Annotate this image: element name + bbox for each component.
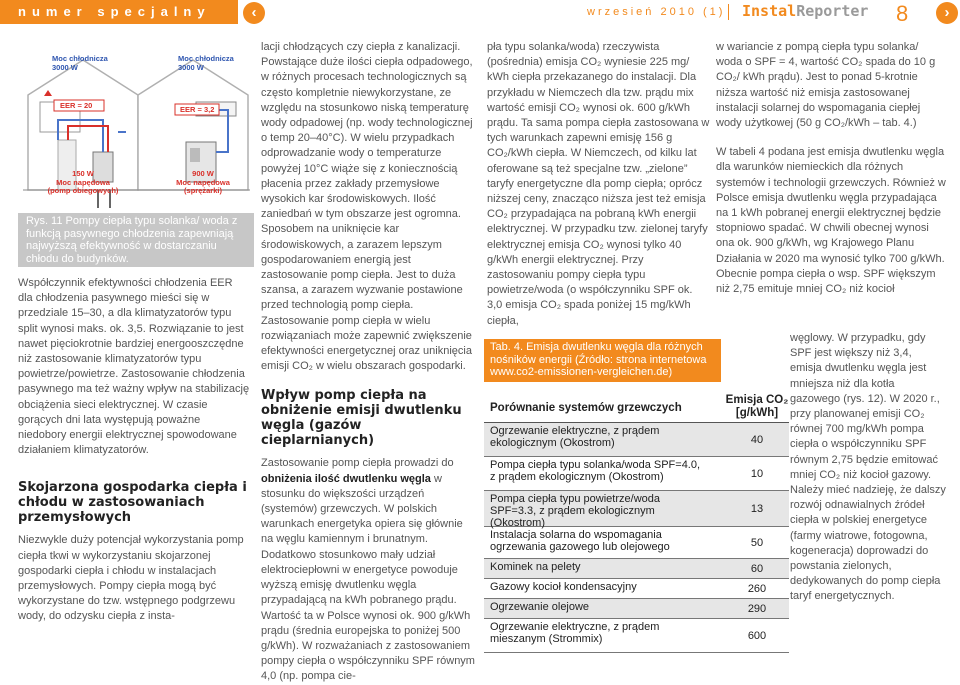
col2-paragraph-2: Zastosowanie pomp ciepła prowadzi do obniżenia ilość dwutlenku węgla w stosunku do większości urządzeń (systemów) grzewczych. W polskich warunkach energetyka opiera się głównie na węglu kamiennym i brunatnym. Dodatkowo stosunkowo mały udział elektrociepłowni w energetyce powoduje wyższą emisję dwutlenku węgla przypadającą na kWh pobranego prądu. Wartość ta w Polsce wynosi ok. 900 g/kWh prądu (średnia europejska to poniżej 500 g/kWh). W rozważaniach z zastosowaniem pompy ciepła o współczynniku SPF równym 4,0 (np. pompa cie- bbox=[261, 457, 475, 683]
col4-paragraph-3: węglowy. W przypadku, gdy SPF jest większy niż 3,4, emisja dwutlenku węgla jest mniejsza niż dla kotła gazowego (rys. 12). W 2020 r., przy planowanej emisji CO₂ równej 700 mg/kWh pompa ciepła o współczynniku SPF równym 2,75 będzie emitować mniej CO₂ niż kocioł gazowy. Należy mieć nadzieję, że dalszy rozwój odnawialnych źródeł ciepła w polskiej energetyce (farmy wiatrowe, fotogowna, kogeneracja) doprowadzi do powstania zielonych, dedykowanych do pomp ciepła taryf energetycznych. bbox=[790, 332, 946, 603]
left-power-label: 150 W Moc napędowa (pomp obiegowych) bbox=[47, 169, 119, 195]
page-number: 8 bbox=[896, 1, 909, 26]
issue-date: wrzesień 2010 (1) bbox=[587, 6, 726, 18]
table-cell-emission: 13 bbox=[750, 502, 764, 515]
table-cell-system: Ogrzewanie elektryczne, z prądem mieszanym (Strommix) bbox=[490, 621, 660, 645]
table-row bbox=[484, 491, 789, 527]
table-cell-emission: 10 bbox=[750, 467, 764, 480]
right-power-label: 900 W Moc napędowa (sprężarki) bbox=[176, 169, 230, 195]
table-header-row bbox=[484, 387, 789, 423]
right-eer: EER = 3,2 bbox=[180, 105, 215, 114]
table-cell-emission: 260 bbox=[747, 582, 767, 595]
col3-paragraph-1: pła typu solanka/woda) rzeczywista (pośrednia) emisja CO₂ wyniesie 225 mg/ kWh ciepła przekazanego do instalacji. Dla przykładu w Niemczech dla tzw. prądu mix wartość emisji CO₂ wynosi ok. 600 g/kWh prądu. Ta sama pompa ciepła zastosowana w tych warunkach zapewni emisję 156 g CO₂/kWh ciepła. W Niemczech, od kilku lat oferowane są też specjalne tzw. „zielone” taryfy energetyczne dla pomp ciepła; oprócz niższej ceny, znacząco niższa jest też emisja CO₂ przypadająca na pobraną kWh energii elektrycznej. W przypadku tzw. zielonej taryfy elektrycznej emisja CO₂ wynosi tylko 40 g/kWh energii elektrycznej. Przy zastosowaniu pompy ciepła typu powietrze/woda (o współczynniku SPF ok. 3,0 emisja CO₂ spada poniżej 15 mg/kWh ciepła, bbox=[487, 41, 710, 327]
section-title: numer specjalny bbox=[18, 4, 211, 19]
cooling-comparison-figure bbox=[18, 40, 254, 210]
table-caption: Tab. 4. Emisja dwutlenku węgla dla różnych nośników energii (Źródło: strona internetowa www.co2-emissionen-vergleichen.de) bbox=[484, 339, 721, 382]
emission-table bbox=[484, 387, 789, 653]
prev-page-button[interactable]: ‹ bbox=[243, 2, 265, 24]
column-4-continued bbox=[790, 331, 946, 605]
table-cell-emission: 40 bbox=[750, 433, 764, 446]
table-cell-system: Ogrzewanie olejowe bbox=[490, 601, 590, 613]
right-cooling-label: Moc chłodnicza 3000 W bbox=[178, 54, 234, 72]
column-1 bbox=[18, 276, 250, 625]
table-cell-emission: 60 bbox=[750, 562, 764, 575]
table-cell-system: Pompa ciepła typu solanka/woda SPF=4.0, z prądem ekologicznym (Okostrom) bbox=[490, 459, 701, 483]
table-cell-system: Ogrzewanie elektryczne, z prądem ekologicznym (Okostrom) bbox=[490, 425, 660, 449]
col1-paragraph-1: Współczynnik efektywności chłodzenia EER dla chłodzenia pasywnego mieści się w przedziale 15–30, a dla klimatyzatorów typu split wynosi maks. ok. 3,5. Rozwiązanie to jest nawet pięciokrotnie bardziej energooszczędne niż zastosowanie klimatyzatorów typu powietrze/powietrze. Zastosowanie chłodzenia pasywnego ma też ważny wpływ na stabilizację obciążenia sieci elektrycznej. W czasie gorących dni lata występują poważne niedobory energii elektrycznej spowodowane działaniem klimatyzatorów. bbox=[18, 277, 250, 457]
page-header bbox=[0, 0, 960, 28]
table-cell-emission: 290 bbox=[747, 602, 767, 615]
col4-paragraph-2: W tabeli 4 podana jest emisja dwutlenku węgla dla warunków niemieckich dla różnych systemów i technologii grzewczych. Również w Polsce emisja dwutlenku węgla przypadająca na 1 kWh pobranej energii elektrycznej będzie stopniowo spadać. W chwili obecnej wynosi ona ok. 900 g/kWh, wg Krajowego Planu Działania w 2020 ma wynosić tylko 700 g/kWh. Obecnie pompa ciepła o wsp. SPF większym niż 2,75 emituje mniej CO₂ niż kocioł bbox=[716, 146, 946, 296]
col1-paragraph-2: Niezwykle duży potencjał wykorzystania pomp ciepła tkwi w wykorzystaniu skojarzonej gospodarki ciepła i chłodu w instalacjach przemysłowych. Pompy ciepła mogą być wykorzystane do tzw. wstępnego podgrzewu wody, do odzysku ciepła z insta- bbox=[18, 534, 244, 623]
table-row bbox=[484, 527, 789, 559]
table-row bbox=[484, 599, 789, 619]
left-cooling-label: Moc chłodnicza 3000 W bbox=[52, 54, 108, 72]
table-header-emission: Emisja CO₂ [g/kWh] bbox=[725, 394, 789, 419]
table-row bbox=[484, 559, 789, 579]
table-cell-system: Instalacja solarna do wspomagania ogrzewania gazowego lub olejowego bbox=[490, 529, 670, 553]
left-eer: EER = 20 bbox=[60, 101, 93, 110]
table-row bbox=[484, 457, 789, 491]
col2-heading: Wpływ pomp ciepła na obniżenie emisji dwutlenku węgla (gazów cieplarnianych) bbox=[261, 388, 462, 449]
table-cell-system: Kominek na pelety bbox=[490, 561, 581, 573]
column-2 bbox=[261, 40, 478, 685]
column-4 bbox=[716, 40, 946, 297]
table-row bbox=[484, 619, 789, 653]
figure-caption: Rys. 11 Pompy ciepła typu solanka/ woda z funkcją pasywnego chłodzenia zapewniają najwyższą efektywność w dostarczaniu chłodu do budynków. bbox=[18, 213, 254, 267]
table-row bbox=[484, 579, 789, 599]
next-page-button[interactable]: › bbox=[936, 2, 958, 24]
table-cell-system: Pompa ciepła typu powietrze/woda SPF=3.3, z prądem ekologicznym (Okostrom) bbox=[490, 493, 660, 529]
table-header-systems: Porównanie systemów grzewczych bbox=[490, 402, 682, 414]
table-cell-system: Gazowy kocioł kondensacyjny bbox=[490, 581, 637, 593]
table-cell-emission: 600 bbox=[747, 629, 767, 642]
magazine-logo: InstalReporter bbox=[742, 2, 869, 20]
col4-paragraph-1: w wariancie z pompą ciepła typu solanka/ woda o SPF = 4, wartość CO₂ spada do 10 g CO₂/ kWh prądu). Jest to ponad 5-krotnie niższa wartość niż emisja zastosowanej instalacji solarnej do wspomagania ciepłej wody użytkowej (50 g CO₂/kWh – tab. 4.) bbox=[716, 41, 936, 130]
col2-paragraph-1: lacji chłodzących czy ciepła z kanalizacji. Powstające duże ilości ciepła odpadowego, w różnych procesach technologicznych są często kompletnie niewykorzystane, ze względu na stosunkowo niską temperaturę wody odpadowej (np. wody technologicznej o temp 20–40°C). W wielu przypadkach odprowadzanie wody o temperaturze powyżej 10°C wiąże się z koniecznością płacenia przez zakłady przemysłowe wysokich kar środowiskowych. Ilość zaniedbań w tym obszarze jest ogromna. Sposobem na uniknięcie kar środowiskowych, a zarazem lepszym gospodarowaniem energią jest zastosowanie pomp ciepła. Jest to duża szansa, a zarazem wyzwanie postawione przed technologią pomp ciepła. Zastosowanie pomp ciepła w wielu rozwiązaniach może zapewnić zwiększenie efektywności energetycznej oraz uniknięcia emisji CO₂ w wielu obszarach gospodarki. bbox=[261, 41, 473, 373]
table-body bbox=[484, 423, 789, 653]
table-cell-emission: 50 bbox=[750, 536, 764, 549]
col1-heading: Skojarzona gospodarka ciepła i chłodu w zastosowaniach przemysłowych bbox=[18, 480, 247, 526]
header-divider bbox=[728, 4, 729, 20]
table-row bbox=[484, 423, 789, 457]
column-3 bbox=[487, 40, 710, 329]
